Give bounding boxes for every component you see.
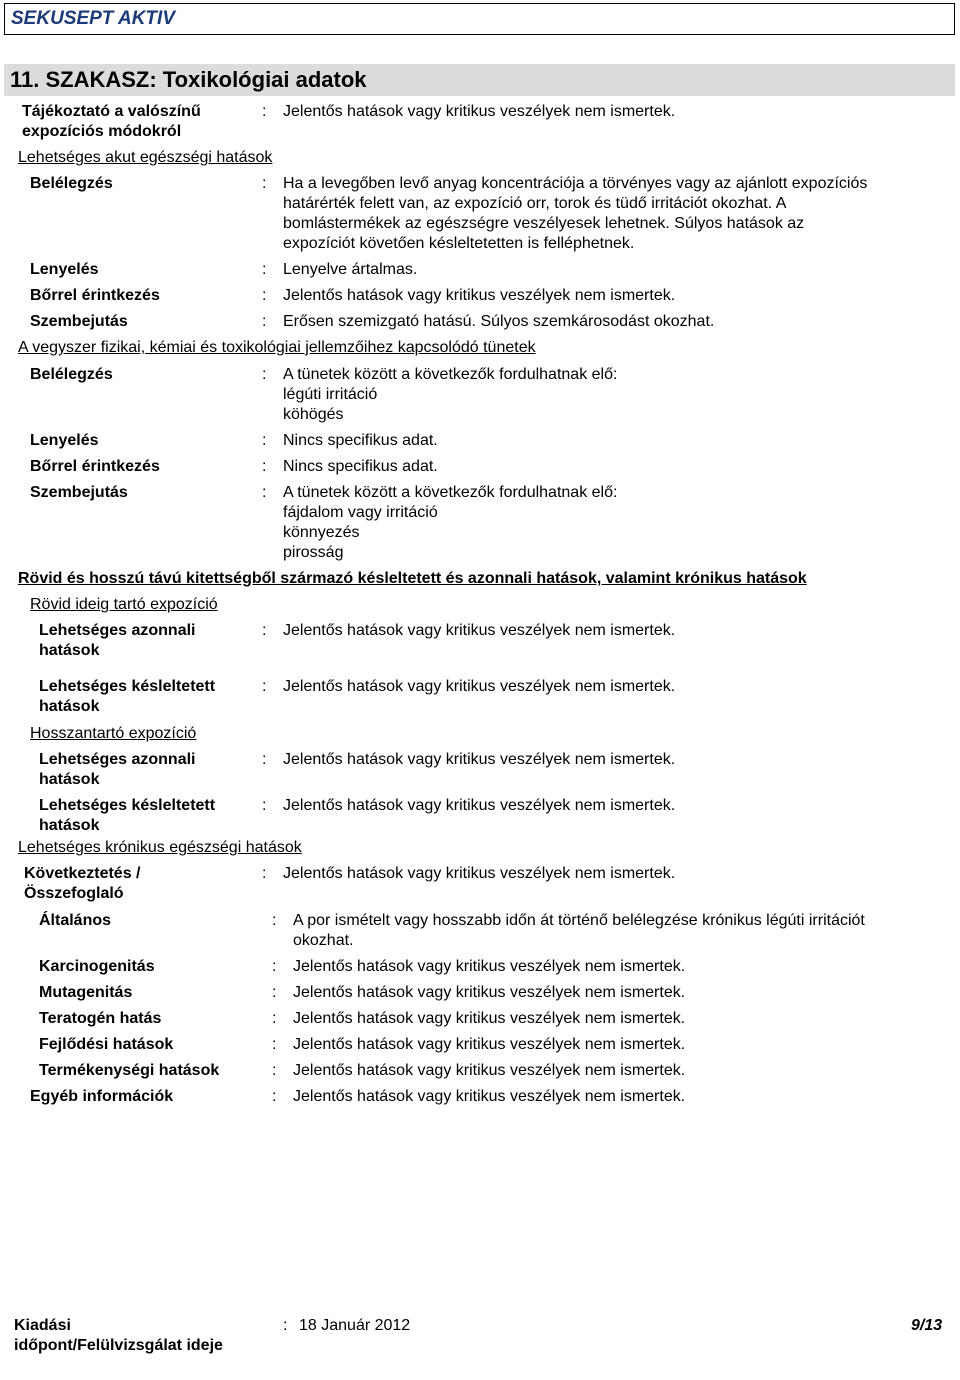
section-title: 11. SZAKASZ: Toxikológiai adatok <box>10 67 367 92</box>
acute-ingestion-colon: : <box>262 261 267 278</box>
symptoms-ingestion-colon: : <box>262 432 267 449</box>
developmental-colon: : <box>272 1036 277 1053</box>
other-info-label: Egyéb információk <box>30 1088 174 1105</box>
short-delayed-value: Jelentős hatások vagy kritikus veszélyek nem ismertek. <box>283 678 676 695</box>
symptoms-eye-value: A tünetek között a következők fordulhatnak elő: fájdalom vagy irritáció könnyezés pirosság <box>283 484 618 561</box>
teratogenicity-value: Jelentős hatások vagy kritikus veszélyek nem ismertek. <box>293 1010 686 1027</box>
acute-eye-label: Szembejutás <box>30 313 128 330</box>
long-exposure-heading: Hosszantartó expozíció <box>30 725 197 742</box>
acute-inhalation-label: Belélegzés <box>30 175 113 192</box>
general-label: Általános <box>39 912 112 929</box>
symptoms-eye-colon: : <box>262 484 267 501</box>
exposure-routes-colon: : <box>262 103 267 120</box>
short-immediate-label: Lehetséges azonnali hatások <box>39 622 196 659</box>
short-delayed-colon: : <box>262 678 267 695</box>
acute-eye-value: Erősen szemizgató hatású. Súlyos szemkárosodást okozhat. <box>283 313 715 330</box>
carcinogenicity-value: Jelentős hatások vagy kritikus veszélyek nem ismertek. <box>293 958 686 975</box>
general-value: A por ismételt vagy hosszabb időn át történő belélegzése krónikus légúti irritációt okozhat. <box>293 912 865 949</box>
exposure-routes-value: Jelentős hatások vagy kritikus veszélyek nem ismertek. <box>283 103 676 120</box>
acute-ingestion-value: Lenyelve ártalmas. <box>283 261 418 278</box>
acute-effects-heading: Lehetséges akut egészségi hatások <box>18 149 273 166</box>
symptoms-ingestion-label: Lenyelés <box>30 432 99 449</box>
long-delayed-value: Jelentős hatások vagy kritikus veszélyek nem ismertek. <box>283 797 676 814</box>
long-immediate-colon: : <box>262 751 267 768</box>
acute-eye-colon: : <box>262 313 267 330</box>
mutagenicity-label: Mutagenitás <box>39 984 133 1001</box>
mutagenicity-colon: : <box>272 984 277 1001</box>
developmental-label: Fejlődési hatások <box>39 1036 174 1053</box>
other-info-colon: : <box>272 1088 277 1105</box>
fertility-value: Jelentős hatások vagy kritikus veszélyek nem ismertek. <box>293 1062 686 1079</box>
other-info-value: Jelentős hatások vagy kritikus veszélyek nem ismertek. <box>293 1088 686 1105</box>
fertility-label: Termékenységi hatások <box>39 1062 220 1079</box>
symptoms-eye-label: Szembejutás <box>30 484 128 501</box>
footer-issue-date-label: Kiadási időpont/Felülvizsgálat ideje <box>14 1317 223 1354</box>
long-delayed-label: Lehetséges késleltetett hatások <box>39 797 216 834</box>
long-delayed-colon: : <box>262 797 267 814</box>
symptoms-inhalation-label: Belélegzés <box>30 366 113 383</box>
long-immediate-label: Lehetséges azonnali hatások <box>39 751 196 788</box>
general-colon: : <box>272 912 277 929</box>
symptoms-ingestion-value: Nincs specifikus adat. <box>283 432 438 449</box>
footer-colon: : <box>283 1317 288 1334</box>
acute-inhalation-colon: : <box>262 175 267 192</box>
short-immediate-colon: : <box>262 622 267 639</box>
delayed-effects-heading: Rövid és hosszú távú kitettségből származó késleltetett és azonnali hatások, valamint krónikus hatások <box>18 570 807 587</box>
document-header <box>4 3 955 35</box>
footer-page-number: 9/13 <box>911 1317 943 1334</box>
carcinogenicity-colon: : <box>272 958 277 975</box>
conclusion-value: Jelentős hatások vagy kritikus veszélyek nem ismertek. <box>283 865 676 882</box>
acute-skin-colon: : <box>262 287 267 304</box>
developmental-value: Jelentős hatások vagy kritikus veszélyek nem ismertek. <box>293 1036 686 1053</box>
carcinogenicity-label: Karcinogenitás <box>39 958 155 975</box>
section-title-bar <box>4 64 955 96</box>
symptoms-skin-label: Bőrrel érintkezés <box>30 458 160 475</box>
long-immediate-value: Jelentős hatások vagy kritikus veszélyek nem ismertek. <box>283 751 676 768</box>
mutagenicity-value: Jelentős hatások vagy kritikus veszélyek nem ismertek. <box>293 984 686 1001</box>
acute-ingestion-label: Lenyelés <box>30 261 99 278</box>
symptoms-inhalation-colon: : <box>262 366 267 383</box>
symptoms-inhalation-value: A tünetek között a következők fordulhatnak elő: légúti irritáció köhögés <box>283 366 618 423</box>
teratogenicity-label: Teratogén hatás <box>39 1010 162 1027</box>
fertility-colon: : <box>272 1062 277 1079</box>
chronic-effects-heading: Lehetséges krónikus egészségi hatások <box>18 839 302 856</box>
footer-issue-date: 18 Január 2012 <box>299 1317 411 1334</box>
acute-skin-value: Jelentős hatások vagy kritikus veszélyek nem ismertek. <box>283 287 676 304</box>
teratogenicity-colon: : <box>272 1010 277 1027</box>
conclusion-colon: : <box>262 865 267 882</box>
exposure-routes-label: Tájékoztató a valószínű expozíciós módokról <box>22 103 201 140</box>
symptoms-heading: A vegyszer fizikai, kémiai és toxikológiai jellemzőihez kapcsolódó tünetek <box>18 339 536 356</box>
short-immediate-value: Jelentős hatások vagy kritikus veszélyek nem ismertek. <box>283 622 676 639</box>
product-name: SEKUSEPT AKTIV <box>11 8 175 29</box>
acute-inhalation-value: Ha a levegőben levő anyag koncentrációja a törvényes vagy az ajánlott expozíciós határérték felett van, az expozíció orr, torok és tüdő irritációt okozhat. A bomlástermékek az egészségre veszélyesek lehetnek. Súlyos hatások az expozíciót követően késleltetetten is felléphetnek. <box>283 175 868 252</box>
short-delayed-label: Lehetséges késleltetett hatások <box>39 678 216 715</box>
conclusion-label: Következtetés / Összefoglaló <box>24 865 141 902</box>
short-exposure-heading: Rövid ideig tartó expozíció <box>30 596 218 613</box>
acute-skin-label: Bőrrel érintkezés <box>30 287 160 304</box>
symptoms-skin-value: Nincs specifikus adat. <box>283 458 438 475</box>
symptoms-skin-colon: : <box>262 458 267 475</box>
